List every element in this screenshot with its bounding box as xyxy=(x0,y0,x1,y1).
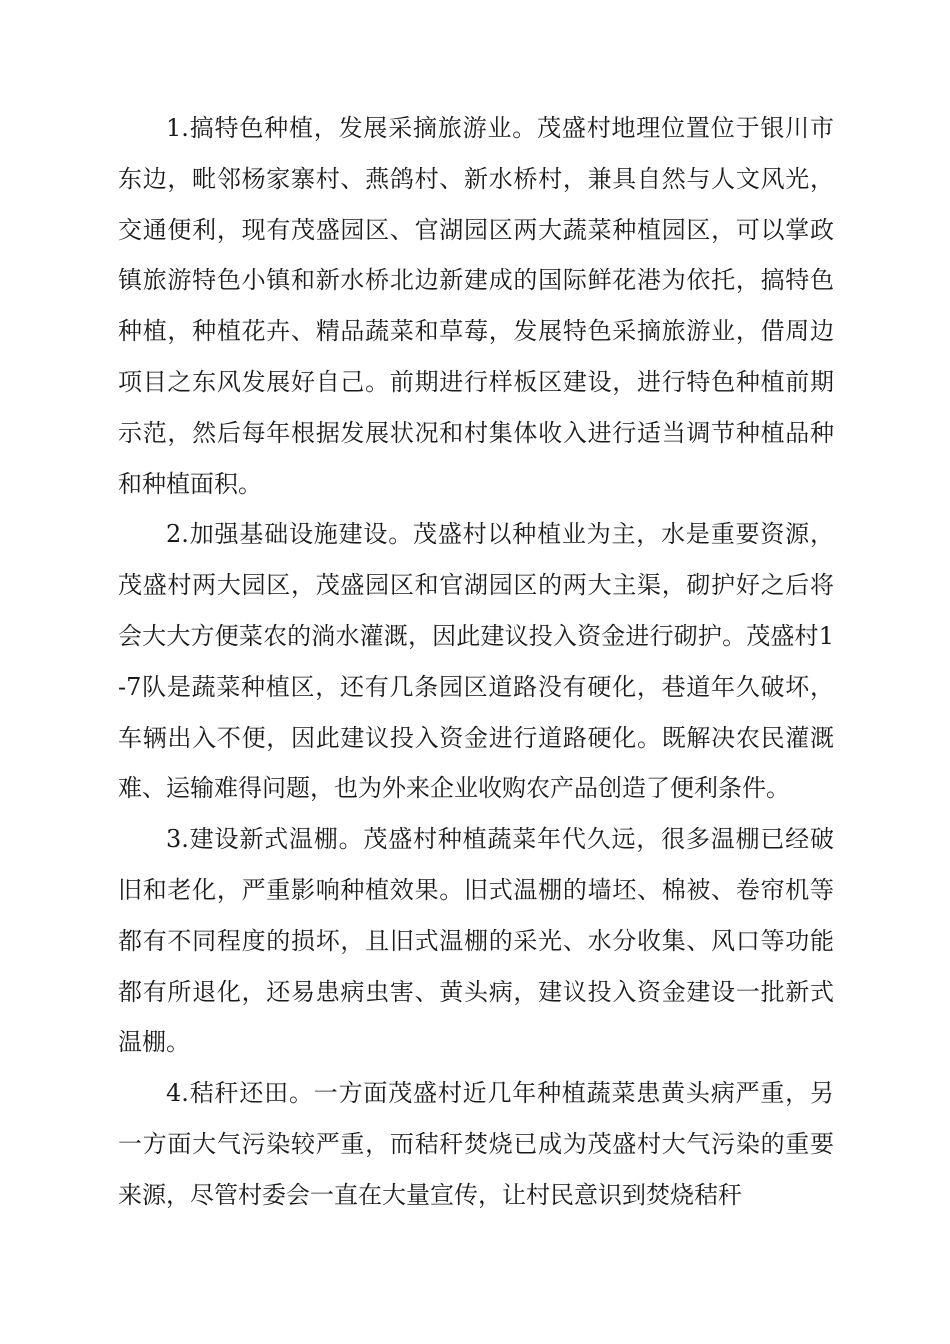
paragraph-infrastructure: 2.加强基础设施建设。茂盛村以种植业为主，水是重要资源，茂盛村两大园区，茂盛园区和官湖园区的两大主渠，砌护好之后将会大大方便菜农的淌水灌溉，因此建议投入资金进行砌护。茂盛村1-7队是蔬菜种植区，还有几条园区道路没有硬化，巷道年久破坏，车辆出入不便，因此建议投入资金进行道路硬化。既解决农民灌溉难、运输难得问题，也为外来企业收购农产品创造了便利条件。 xyxy=(118,520,834,803)
paragraph-specialty-planting: 1.搞特色种植，发展采摘旅游业。茂盛村地理位置位于银川市东边，毗邻杨家寨村、燕鸽村、新水桥村，兼具自然与人文风光，交通便利，现有茂盛园区、官湖园区两大蔬菜种植园区，可以掌政镇旅游特色小镇和新水桥北边新建成的国际鲜花港为依托，搞特色种植，种植花卉、精品蔬菜和草莓，发展特色采摘旅游业，借周边项目之东风发展好自己。前期进行样板区建设，进行特色种植前期示范，然后每年根据发展状况和村集体收入进行适当调节种植品种和种植面积。 xyxy=(118,114,834,498)
paragraph-greenhouses: 3.建设新式温棚。茂盛村种植蔬菜年代久远，很多温棚已经破旧和老化，严重影响种植效果。旧式温棚的墙坯、棉被、卷帘机等都有不同程度的损坏，且旧式温棚的采光、水分收集、风口等功能都有所退化，还易患病虫害、黄头病，建议投入资金建设一批新式温棚。 xyxy=(118,825,834,1057)
document-body xyxy=(118,103,834,1221)
paragraph-straw-return: 4.秸秆还田。一方面茂盛村近几年种植蔬菜患黄头病严重，另一方面大气污染较严重，而秸秆焚烧已成为茂盛村大气污染的重要来源，尽管村委会一直在大量宣传，让村民意识到焚烧秸秆 xyxy=(118,1079,834,1209)
